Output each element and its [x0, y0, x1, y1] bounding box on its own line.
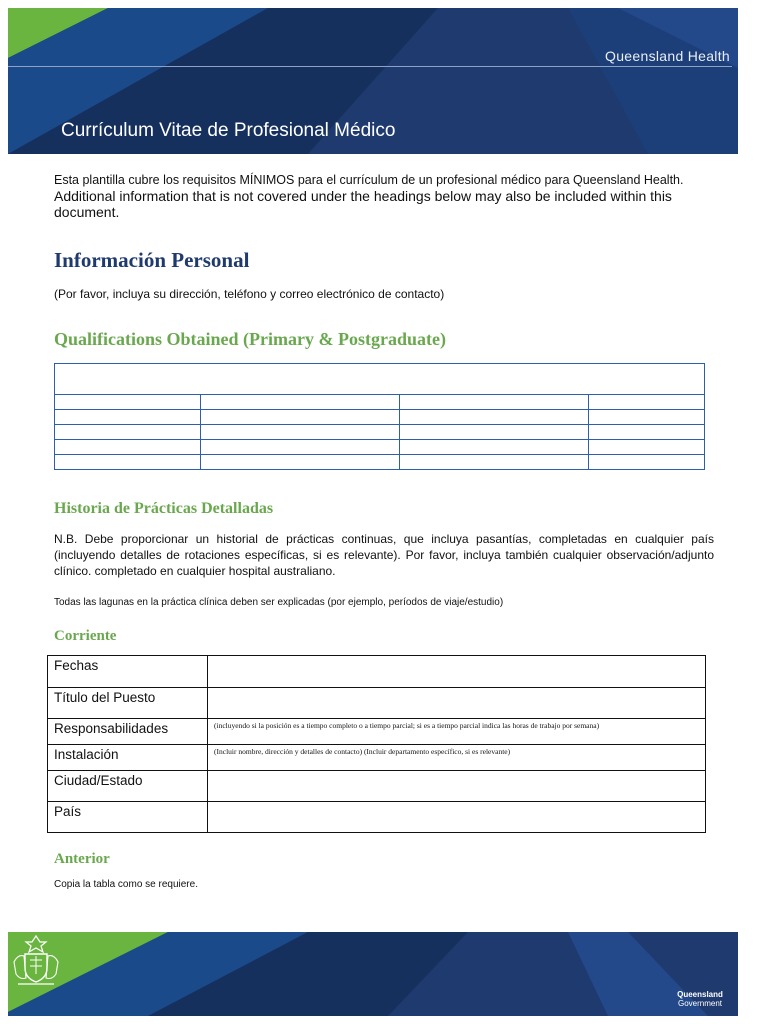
table-cell[interactable] [201, 410, 400, 425]
personal-heading: Información Personal [54, 248, 250, 272]
row-label-responsibilities: Responsabilidades [48, 719, 208, 745]
header-banner [8, 8, 738, 154]
crest-line-2: Government [677, 999, 723, 1008]
table-cell[interactable] [589, 440, 705, 455]
table-row [55, 455, 705, 470]
footer-graphic [8, 932, 738, 1016]
row-value-facility[interactable]: (Incluir nombre, dirección y detalles de contacto) (Incluir departamento específico, si es relevante) [208, 745, 706, 771]
qualifications-heading: Qualifications Obtained (Primary & Postgraduate) [54, 329, 446, 349]
personal-note: (Por favor, incluya su dirección, teléfono y correo electrónico de contacto) [54, 287, 445, 301]
table-cell[interactable] [201, 395, 400, 410]
table-cell[interactable] [400, 425, 589, 440]
table-cell[interactable] [55, 410, 201, 425]
table-row [48, 688, 706, 719]
table-cell[interactable] [400, 395, 589, 410]
table-cell[interactable] [589, 425, 705, 440]
table-row [48, 719, 706, 745]
table-cell[interactable] [201, 425, 400, 440]
table-row [55, 440, 705, 455]
table-cell[interactable] [55, 364, 705, 395]
table-row [48, 745, 706, 771]
table-cell[interactable] [55, 425, 201, 440]
crest-line-1: Queensland [677, 990, 723, 999]
history-heading: Historia de Prácticas Detalladas [54, 500, 274, 517]
row-value-job-title[interactable] [208, 688, 706, 719]
table-row [55, 364, 705, 395]
row-value-responsibilities[interactable]: (incluyendo si la posición es a tiempo completo o a tiempo parcial; si es a tiempo parcial indica las horas de trabajo por semana) [208, 719, 706, 745]
current-heading: Corriente [54, 628, 117, 644]
qualifications-table [54, 363, 705, 470]
table-cell[interactable] [400, 455, 589, 470]
table-cell[interactable] [589, 410, 705, 425]
intro-text [54, 172, 714, 220]
brand-name: Queensland Health [605, 48, 730, 64]
row-label-city-state: Ciudad/Estado [48, 771, 208, 802]
intro-line-1: Esta plantilla cubre los requisitos MÍNIMOS para el currículum de un profesional médico para Queensland Health. [54, 173, 684, 187]
table-cell[interactable] [400, 410, 589, 425]
footer-banner [8, 932, 738, 1016]
row-value-dates[interactable] [208, 656, 706, 688]
table-row [55, 395, 705, 410]
table-cell[interactable] [55, 395, 201, 410]
intro-line-2: Additional information that is not covered under the headings below may also be included within this document. [54, 188, 672, 220]
row-value-country[interactable] [208, 802, 706, 833]
previous-note: Copia la tabla como se requiere. [54, 879, 198, 890]
table-cell[interactable] [400, 440, 589, 455]
previous-heading: Anterior [54, 851, 110, 867]
header-divider [8, 66, 732, 67]
table-cell[interactable] [201, 440, 400, 455]
row-label-job-title: Título del Puesto [48, 688, 208, 719]
table-cell[interactable] [589, 455, 705, 470]
table-cell[interactable] [55, 440, 201, 455]
row-value-city-state[interactable] [208, 771, 706, 802]
row-label-dates: Fechas [48, 656, 208, 688]
current-position-table [47, 655, 706, 833]
document-title: Currículum Vitae de Profesional Médico [61, 120, 396, 141]
table-cell[interactable] [589, 395, 705, 410]
table-row [48, 771, 706, 802]
history-note: N.B. Debe proporcionar un historial de prácticas continuas, que incluya pasantías, completadas en cualquier país (incluyendo detalles de rotaciones específicas, si es relevante). Por favor, incluya también cualquier observación/adjunto clínico. completado en cualquier hospital australiano. [54, 532, 714, 578]
table-row [55, 410, 705, 425]
row-label-facility: Instalación [48, 745, 208, 771]
table-row [55, 425, 705, 440]
crest-caption [666, 990, 734, 1008]
table-cell[interactable] [201, 455, 400, 470]
gaps-note: Todas las lagunas en la práctica clínica deben ser explicadas (por ejemplo, períodos de viaje/estudio) [54, 597, 504, 608]
table-cell[interactable] [55, 455, 201, 470]
row-label-country: País [48, 802, 208, 833]
queensland-crest-icon [8, 932, 64, 1002]
table-row [48, 802, 706, 833]
table-row [48, 656, 706, 688]
